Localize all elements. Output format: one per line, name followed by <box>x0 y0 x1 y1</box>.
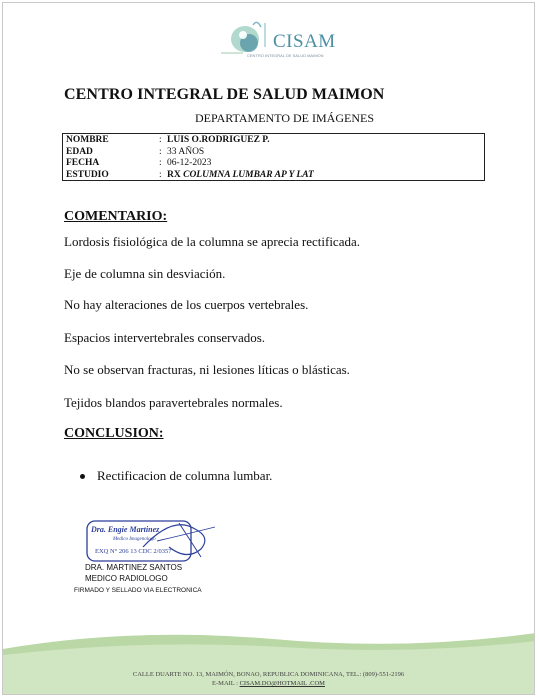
patient-row-name <box>63 135 484 147</box>
stamp-exequatur: EXQ N° 206 13 CDC 2/0357 <box>95 548 172 555</box>
info-separator: : <box>159 146 162 157</box>
footer-email-link[interactable]: CISAM.DO@HOTMAIL .COM <box>239 680 325 687</box>
patient-row-age <box>63 147 484 159</box>
study-date: 06-12-2023 <box>167 158 212 168</box>
patient-row-study <box>63 170 484 182</box>
comment-line: Espacios intervertebrales conservados. <box>64 330 266 345</box>
conclusion-item <box>80 468 272 484</box>
info-label: EDAD <box>66 146 93 157</box>
info-label: NOMBRE <box>66 135 109 145</box>
info-label: ESTUDIO <box>66 169 109 180</box>
info-separator: : <box>159 169 162 180</box>
study-description: COLUMNA LUMBAR AP Y LAT <box>183 169 314 180</box>
comment-line: No hay alteraciones de los cuerpos vertebrales. <box>64 297 309 312</box>
comment-line: Eje de columna sin desviación. <box>64 266 226 281</box>
study-name <box>167 170 314 182</box>
page-title: CENTRO INTEGRAL DE SALUD MAIMON <box>64 86 385 103</box>
doctor-name: DRA. MARTINEZ SANTOS <box>85 563 183 572</box>
signature-stamp <box>83 517 223 565</box>
comment-line: Tejidos blandos paravertebrales normales. <box>64 395 283 410</box>
comment-line: Lordosis fisiológica de la columna se aprecia rectificada. <box>64 234 360 249</box>
info-separator: : <box>159 135 162 145</box>
info-separator: : <box>159 158 162 168</box>
conclusion-text: Rectificacion de columna lumbar. <box>97 468 273 483</box>
patient-age: 33 AÑOS <box>167 146 205 157</box>
footer-email-line <box>3 680 534 687</box>
report-page <box>2 2 535 695</box>
cisam-logo <box>213 17 343 67</box>
comment-heading: COMENTARIO: <box>64 209 168 224</box>
stamp-name: Dra. Engie Martinez <box>91 525 160 534</box>
study-prefix: RX <box>167 169 181 180</box>
bullet-icon <box>80 474 85 479</box>
info-label: FECHA <box>66 158 100 168</box>
comment-line: No se observan fracturas, ni lesiones líticas o blásticas. <box>64 362 350 377</box>
conclusion-heading: CONCLUSION: <box>64 426 164 441</box>
stamp-title: Medico Imagenologo <box>113 537 156 542</box>
patient-info-box <box>62 133 485 181</box>
sealed-note: FIRMADO Y SELLADO VIA ELECTRONICA <box>74 587 202 594</box>
doctor-role: MEDICO RADIOLOGO <box>85 574 168 583</box>
footer-email-label: E-MAIL : <box>212 680 238 687</box>
patient-row-date <box>63 158 484 170</box>
patient-name: LUIS O.RODRIGUEZ P. <box>167 135 270 145</box>
logo-name: CISAM <box>273 31 336 52</box>
footer-address: CALLE DUARTE NO. 13, MAIMÓN, BONAO, REPUBLICA DOMINICANA, TEL.: (809)-551-2196 <box>132 671 405 678</box>
department-title: DEPARTAMENTO DE IMÁGENES <box>195 111 374 125</box>
logo-subtitle: CENTRO INTEGRAL DE SALUD MAIMON <box>247 53 324 58</box>
